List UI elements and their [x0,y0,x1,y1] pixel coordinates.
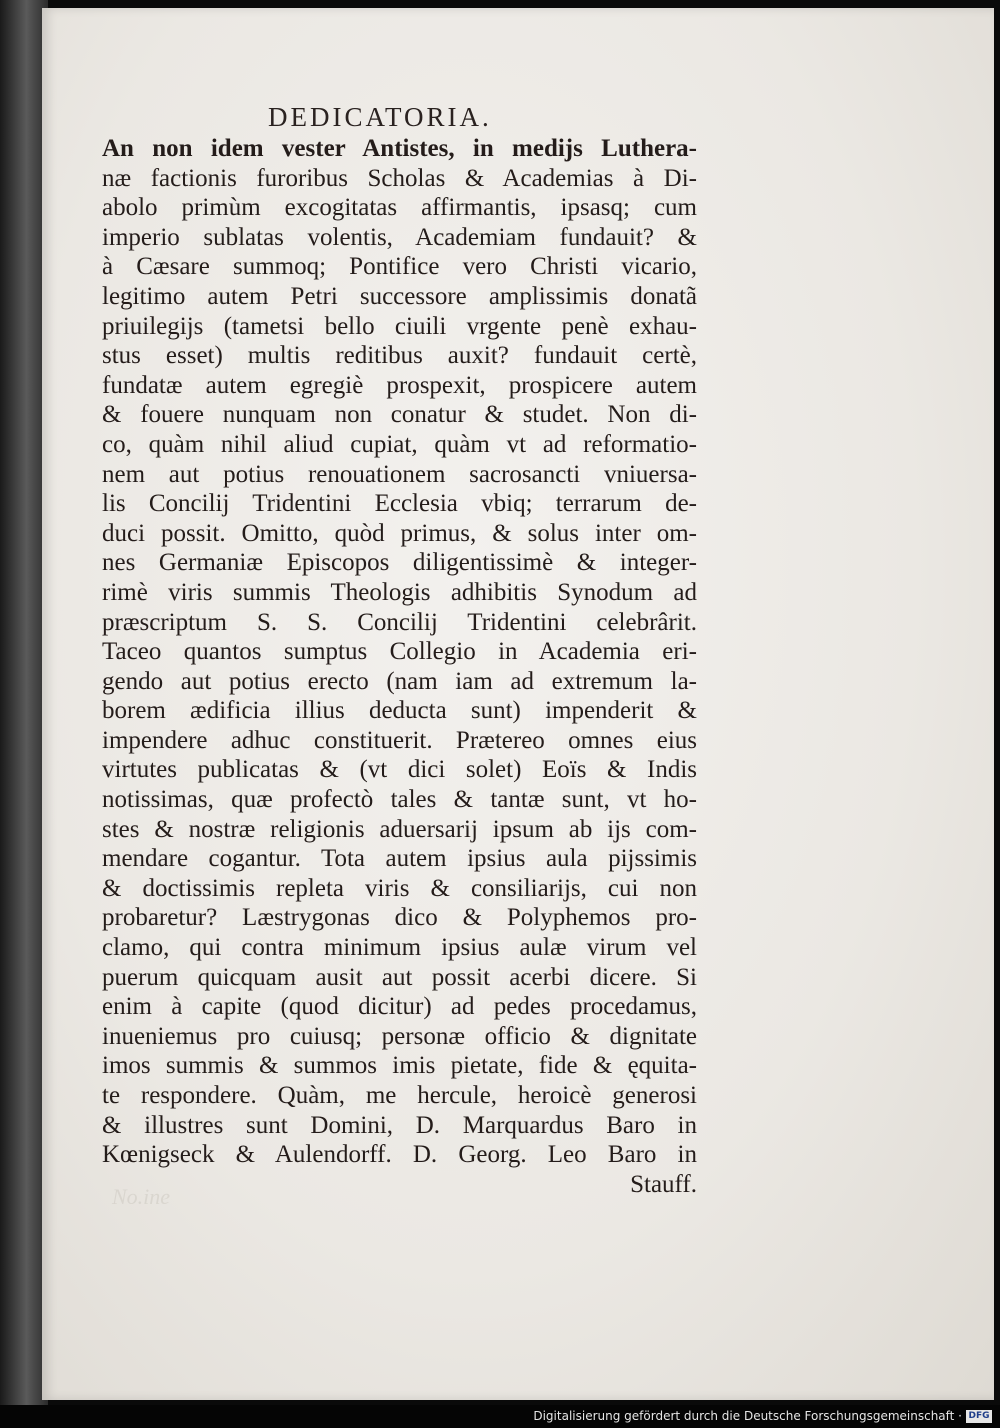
text-line: & fouere nunquam non conatur & studet. Non di- [102,401,697,429]
funding-credit: Digitalisierung gefördert durch die Deutsche Forschungsgemeinschaft · [533,1409,962,1423]
catchword: Stauff. [630,1170,697,1198]
text-line: nes Germaniæ Episcopos diligentissimè & integer- [102,549,697,577]
text-line: priuilegijs (tametsi bello ciuili vrgente penè exhau- [102,312,697,340]
text-line: abolo primùm excogitatas affirmantis, ipsasq; cum [102,194,697,222]
page-header: DEDICATORIA. [268,102,492,132]
text-line: enim à capite (quod dicitur) ad pedes procedamus, [102,993,697,1021]
text-line: inueniemus pro cuiusq; personæ officio & dignitate [102,1022,697,1050]
text-line: næ factionis furoribus Scholas & Academias à Di- [102,164,697,192]
text-line: fundatæ autem egregiè prospexit, prospicere autem [102,371,697,399]
text-line: mendare cogantur. Tota autem ipsius aula pijssimis [102,845,697,873]
text-line: co, quàm nihil aliud cupiat, quàm vt ad reformatio- [102,430,697,458]
text-line: legitimo autem Petri successore amplissimis donatã [102,282,697,310]
text-line: duci possit. Omitto, quòd primus, & solus inter om- [102,519,697,547]
text-line: rimè viris summis Theologis adhibitis Synodum ad [102,578,697,606]
text-line: impendere adhuc constituerit. Prætereo omnes eius [102,726,697,754]
text-line: lis Concilij Tridentini Ecclesia vbiq; terrarum de- [102,490,697,518]
text-line: borem ædificia illius deducta sunt) impenderit & [102,697,697,725]
text-line: & illustres sunt Domini, D. Marquardus Baro in [102,1111,697,1139]
text-line: Taceo quantos sumptus Collegio in Academia eri- [102,638,697,666]
text-line: imperio sublatas volentis, Academiam fundauit? & [102,223,697,251]
text-line: & doctissimis repleta viris & consiliarijs, cui non [102,874,697,902]
dfg-logo-icon: DFG [966,1410,992,1423]
text-line: An non idem vester Antistes, in medijs Luthera- [102,135,697,162]
text-line: puerum quicquam ausit aut possit acerbi dicere. Si [102,963,697,991]
text-line: imos summis & summos imis pietate, fide & ęquita- [102,1052,697,1080]
text-line: præscriptum S. S. Concilij Tridentini celebrârit. [102,608,697,636]
text-line: te respondere. Quàm, me hercule, heroicè generosi [102,1082,697,1109]
text-line: gendo aut potius erecto (nam iam ad extremum la- [102,667,697,695]
text-line: virtutes publicatas & (vt dici solet) Eoïs & Indis [102,756,697,784]
text-line: stes & nostræ religionis aduersarij ipsum ab ijs com- [102,815,697,843]
footer-bar [0,1405,1000,1428]
book-spine-edge [0,0,48,1405]
text-line: nem aut potius renouationem sacrosancti vniuersa- [102,460,697,488]
text-line: à Cæsare summoq; Pontifice vero Christi vicario, [102,253,697,281]
text-line: notissimas, quæ profectò tales & tantæ sunt, vt ho- [102,786,697,814]
text-line: probaretur? Læstrygonas dico & Polyphemos pro- [102,904,697,932]
body-text [102,134,697,1199]
text-line: clamo, qui contra minimum ipsius aulæ virum vel [102,934,697,962]
text-line: Kœnigseck & Aulendorff. D. Georg. Leo Baro in [102,1141,697,1169]
text-line: stus esset) multis reditibus auxit? fundauit certè, [102,342,697,370]
show-through-text: No.ine [112,1184,171,1209]
